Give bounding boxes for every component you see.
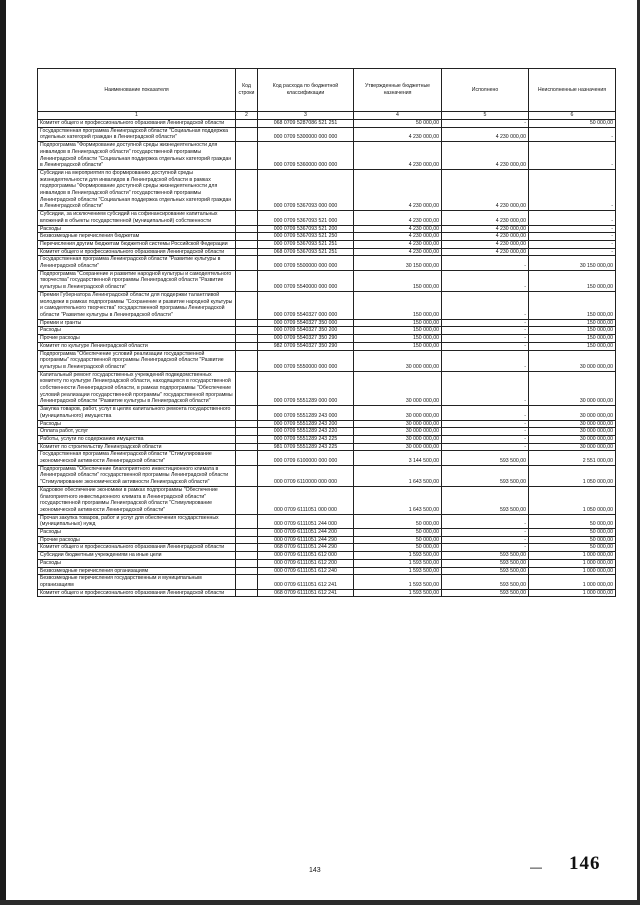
row-unexecuted: 1 050 000,00: [529, 486, 616, 514]
table-row: [38, 127, 616, 141]
table-row: [38, 486, 616, 514]
row-expense-code: 000 0709 6110000 000 000: [258, 465, 354, 486]
header-name: Наименование показателя: [38, 69, 236, 112]
row-line-code: [236, 567, 258, 575]
table-row: [38, 350, 616, 371]
row-approved: 150 000,00: [354, 319, 442, 327]
row-line-code: [236, 256, 258, 270]
row-executed: -: [442, 291, 529, 319]
table-row: [38, 567, 616, 575]
row-line-code: [236, 443, 258, 451]
table-row: [38, 211, 616, 225]
row-name: Капитальный ремонт государственных учреждений подведомственных комитету по культуре Ленинградской области, находящихся в государственной собственности Ленинградской области, в рамках подпрограммы "Обеспечение условий реализации государственной программы" государственной программы Ленинградской области "Развитие культуры в Ленинградской области": [38, 371, 236, 406]
row-name: Субсидии на мероприятия по формированию доступной среды жизнедеятельности для инвалидов в Ленинградской области в рамках подпрограммы "Формирование доступной среды жизнедеятельности для инвалидов в Ленинградской области" государственной программы Ленинградской области "Социальная поддержка отдельных категорий граждан в Ленинградской области": [38, 169, 236, 210]
row-approved: 30 000 000,00: [354, 435, 442, 443]
row-line-code: [236, 536, 258, 544]
row-unexecuted: 30 000 000,00: [529, 443, 616, 451]
row-unexecuted: 150 000,00: [529, 335, 616, 343]
row-line-code: [236, 529, 258, 537]
row-approved: 50 000,00: [354, 529, 442, 537]
row-unexecuted: -: [529, 248, 616, 256]
row-approved: 150 000,00: [354, 291, 442, 319]
row-expense-code: 000 0709 5551289 243 200: [258, 420, 354, 428]
row-approved: 30 000 000,00: [354, 350, 442, 371]
row-line-code: [236, 319, 258, 327]
row-name: Закупка товаров, работ, услуг в целях капитального ремонта государственного (муниципального) имущества: [38, 406, 236, 420]
row-expense-code: 000 0709 5551289 243 220: [258, 428, 354, 436]
row-line-code: [236, 240, 258, 248]
table-row: [38, 559, 616, 567]
row-unexecuted: 1 000 000,00: [529, 575, 616, 589]
column-number: 2: [236, 112, 258, 120]
row-executed: -: [442, 371, 529, 406]
row-line-code: [236, 270, 258, 291]
row-approved: 4 230 000,00: [354, 233, 442, 241]
row-approved: 30 000 000,00: [354, 371, 442, 406]
row-name: Подпрограмма "Формирование доступной среды жизнедеятельности для инвалидов в Ленинградской области" государственной программы Ленинградской области "Социальная поддержка отдельных категорий граждан в Ленинградской области": [38, 142, 236, 170]
row-expense-code: 000 0709 6111051 244 290: [258, 536, 354, 544]
sheet-stamp-number: 146: [569, 853, 601, 874]
row-approved: 150 000,00: [354, 335, 442, 343]
row-line-code: [236, 327, 258, 335]
row-name: Перечисления другим бюджетам бюджетной системы Российской Федерации: [38, 240, 236, 248]
table-header-row: [38, 69, 616, 112]
row-name: Подпрограмма "Обеспечение условий реализации государственной программы" государственной программы Ленинградской области "Развитие культуры в Ленинградской области": [38, 350, 236, 371]
table-row: [38, 443, 616, 451]
row-name: Комитет по культуре Ленинградской области: [38, 342, 236, 350]
row-expense-code: 000 0709 5550000 000 000: [258, 350, 354, 371]
row-executed: 593 500,00: [442, 465, 529, 486]
row-executed: -: [442, 335, 529, 343]
row-expense-code: 981 0709 5551289 243 225: [258, 443, 354, 451]
row-approved: 4 230 000,00: [354, 248, 442, 256]
row-executed: 4 230 000,00: [442, 233, 529, 241]
row-approved: 4 230 000,00: [354, 240, 442, 248]
row-line-code: [236, 233, 258, 241]
row-line-code: [236, 575, 258, 589]
row-executed: -: [442, 420, 529, 428]
row-name: Расходы: [38, 559, 236, 567]
table-row: [38, 371, 616, 406]
row-expense-code: 000 0709 5500000 000 000: [258, 256, 354, 270]
row-expense-code: 000 0709 5367093 521 250: [258, 233, 354, 241]
row-expense-code: 000 0709 6111051 244 200: [258, 529, 354, 537]
row-line-code: [236, 451, 258, 465]
row-name: Премии и гранты: [38, 319, 236, 327]
row-expense-code: 000 0709 5540327 000 000: [258, 291, 354, 319]
row-name: Безвозмездные перечисления государственным и муниципальным организациям: [38, 575, 236, 589]
row-line-code: [236, 169, 258, 210]
table-row: [38, 327, 616, 335]
column-number: 4: [354, 112, 442, 120]
row-unexecuted: 1 000 000,00: [529, 567, 616, 575]
row-executed: -: [442, 514, 529, 528]
row-approved: 4 230 000,00: [354, 225, 442, 233]
row-unexecuted: 30 000 000,00: [529, 371, 616, 406]
row-line-code: [236, 335, 258, 343]
row-line-code: [236, 371, 258, 406]
row-unexecuted: 30 000 000,00: [529, 428, 616, 436]
row-expense-code: 000 0709 5300000 000 000: [258, 127, 354, 141]
row-unexecuted: 30 000 000,00: [529, 420, 616, 428]
row-approved: 4 230 000,00: [354, 142, 442, 170]
row-approved: 30 000 000,00: [354, 443, 442, 451]
row-unexecuted: -: [529, 169, 616, 210]
row-line-code: [236, 350, 258, 371]
row-approved: 50 000,00: [354, 514, 442, 528]
row-approved: 30 150 000,00: [354, 256, 442, 270]
row-executed: 593 500,00: [442, 589, 529, 597]
row-expense-code: 000 0709 5367093 521 000: [258, 211, 354, 225]
row-line-code: [236, 248, 258, 256]
row-unexecuted: 150 000,00: [529, 319, 616, 327]
row-executed: -: [442, 270, 529, 291]
row-line-code: [236, 406, 258, 420]
table-row: [38, 544, 616, 552]
row-unexecuted: -: [529, 225, 616, 233]
row-executed: -: [442, 406, 529, 420]
table-row: [38, 435, 616, 443]
row-expense-code: 068 0709 6111051 612 241: [258, 589, 354, 597]
row-name: Государственная программа Ленинградской области "Стимулирование экономической активности Ленинградской области": [38, 451, 236, 465]
row-expense-code: 000 0709 5360000 000 000: [258, 142, 354, 170]
row-unexecuted: 50 000,00: [529, 120, 616, 128]
row-executed: 4 230 000,00: [442, 142, 529, 170]
row-executed: 593 500,00: [442, 486, 529, 514]
row-line-code: [236, 225, 258, 233]
row-approved: 50 000,00: [354, 120, 442, 128]
row-approved: 1 593 500,00: [354, 567, 442, 575]
row-approved: 150 000,00: [354, 270, 442, 291]
row-name: Субсидии бюджетным учреждениям на иные цели: [38, 552, 236, 560]
row-approved: 30 000 000,00: [354, 406, 442, 420]
row-unexecuted: 1 050 000,00: [529, 465, 616, 486]
table-row: [38, 465, 616, 486]
row-unexecuted: 150 000,00: [529, 270, 616, 291]
table-row: [38, 529, 616, 537]
table-row: [38, 270, 616, 291]
row-executed: -: [442, 428, 529, 436]
row-approved: 1 643 500,00: [354, 486, 442, 514]
row-name: Прочие расходы: [38, 536, 236, 544]
row-executed: -: [442, 342, 529, 350]
row-executed: 593 500,00: [442, 451, 529, 465]
row-expense-code: 000 0709 6111051 612 000: [258, 552, 354, 560]
table-row: [38, 225, 616, 233]
row-name: Премии Губернатора Ленинградской области для поддержки талантливой молодежи в рамках подпрограммы "Сохранение и развитие народной культуры и самодеятельного творчества" государственной программы Ленинградской области "Развитие культуры в Ленинградской области": [38, 291, 236, 319]
row-approved: 150 000,00: [354, 342, 442, 350]
row-approved: 1 593 500,00: [354, 552, 442, 560]
row-name: Прочая закупка товаров, работ и услуг для обеспечения государственных (муниципальных) нужд: [38, 514, 236, 528]
row-name: Расходы: [38, 225, 236, 233]
table-row: [38, 120, 616, 128]
row-executed: 593 500,00: [442, 567, 529, 575]
row-line-code: [236, 589, 258, 597]
row-expense-code: 982 0709 5540327 350 290: [258, 342, 354, 350]
row-unexecuted: 30 000 000,00: [529, 350, 616, 371]
row-expense-code: 068 0709 5367093 521 251: [258, 248, 354, 256]
row-unexecuted: 50 000,00: [529, 536, 616, 544]
row-executed: 4 230 000,00: [442, 211, 529, 225]
row-name: Кадровое обеспечение экономики в рамках подпрограммы "Обеспечение благоприятного инвестиционного климата в Ленинградской области" государственной программы Ленинградской области "Стимулирование экономической активности Ленинградской области": [38, 486, 236, 514]
row-expense-code: 068 0709 5287086 521 251: [258, 120, 354, 128]
table-row: [38, 406, 616, 420]
row-name: Безвозмездные перечисления организациям: [38, 567, 236, 575]
row-executed: -: [442, 120, 529, 128]
row-executed: -: [442, 443, 529, 451]
row-unexecuted: 30 000 000,00: [529, 406, 616, 420]
table-row: [38, 142, 616, 170]
row-approved: 4 230 000,00: [354, 169, 442, 210]
row-executed: 593 500,00: [442, 575, 529, 589]
row-unexecuted: 150 000,00: [529, 327, 616, 335]
row-executed: 593 500,00: [442, 552, 529, 560]
table-row: [38, 342, 616, 350]
row-name: Оплата работ, услуг: [38, 428, 236, 436]
row-unexecuted: 1 000 000,00: [529, 552, 616, 560]
row-name: Комитет общего и профессионального образования Ленинградской области: [38, 248, 236, 256]
row-line-code: [236, 420, 258, 428]
row-approved: 4 230 000,00: [354, 211, 442, 225]
row-unexecuted: 150 000,00: [529, 291, 616, 319]
row-name: Прочие расходы: [38, 335, 236, 343]
row-approved: 1 593 500,00: [354, 589, 442, 597]
table-row: [38, 428, 616, 436]
table-row: [38, 291, 616, 319]
row-line-code: [236, 435, 258, 443]
row-name: Государственная программа Ленинградской области "Развитие культуры в Ленинградской области": [38, 256, 236, 270]
row-approved: 30 000 000,00: [354, 420, 442, 428]
header-approved: Утвержденные бюджетные назначения: [354, 69, 442, 112]
row-unexecuted: 1 000 000,00: [529, 559, 616, 567]
column-number: 5: [442, 112, 529, 120]
row-name: Расходы: [38, 529, 236, 537]
header-unexecuted: Неисполненные назначения: [529, 69, 616, 112]
table-row: [38, 335, 616, 343]
row-expense-code: 000 0709 6111051 612 241: [258, 575, 354, 589]
table-row: [38, 589, 616, 597]
row-expense-code: 000 0709 6111051 000 000: [258, 486, 354, 514]
row-name: Субсидии, за исключением субсидий на софинансирование капитальных вложений в объекты государственной (муниципальной) собственности: [38, 211, 236, 225]
table-row: [38, 536, 616, 544]
row-unexecuted: 50 000,00: [529, 529, 616, 537]
row-name: Комитет по строительству Ленинградской области: [38, 443, 236, 451]
header-executed: Исполнено: [442, 69, 529, 112]
row-approved: 50 000,00: [354, 536, 442, 544]
row-expense-code: 000 0709 6111051 612 200: [258, 559, 354, 567]
row-approved: 1 593 500,00: [354, 559, 442, 567]
row-unexecuted: -: [529, 127, 616, 141]
table-row: [38, 420, 616, 428]
row-line-code: [236, 211, 258, 225]
row-unexecuted: 30 150 000,00: [529, 256, 616, 270]
row-expense-code: 000 0709 5540327 350 290: [258, 335, 354, 343]
row-expense-code: 000 0709 5367093 521 251: [258, 240, 354, 248]
table-row: [38, 256, 616, 270]
table-row: [38, 319, 616, 327]
scan-edge-left: [0, 0, 6, 905]
row-expense-code: 000 0709 5551289 243 000: [258, 406, 354, 420]
row-unexecuted: -: [529, 233, 616, 241]
row-name: Подпрограмма "Обеспечение благоприятного инвестиционного климата в Ленинградской области" государственной программы Ленинградской области "Стимулирование экономической активности Ленинградской области": [38, 465, 236, 486]
column-number: 3: [258, 112, 354, 120]
table-row: [38, 575, 616, 589]
table-row: [38, 451, 616, 465]
budget-execution-table: [37, 68, 616, 597]
row-line-code: [236, 120, 258, 128]
row-unexecuted: -: [529, 240, 616, 248]
scan-edge-bottom: [0, 900, 640, 905]
row-expense-code: 000 0709 6111051 612 240: [258, 567, 354, 575]
table-row: [38, 552, 616, 560]
table-row: [38, 169, 616, 210]
row-expense-code: 000 0709 5540000 000 000: [258, 270, 354, 291]
row-line-code: [236, 127, 258, 141]
row-line-code: [236, 486, 258, 514]
row-executed: -: [442, 327, 529, 335]
row-approved: 1 643 500,00: [354, 465, 442, 486]
row-approved: 3 144 500,00: [354, 451, 442, 465]
row-line-code: [236, 465, 258, 486]
row-executed: -: [442, 435, 529, 443]
row-executed: 4 230 000,00: [442, 225, 529, 233]
row-name: Комитет общего и профессионального образования Ленинградской области: [38, 120, 236, 128]
row-name: Работы, услуги по содержанию имущества: [38, 435, 236, 443]
row-line-code: [236, 544, 258, 552]
row-expense-code: 000 0709 5551289 243 225: [258, 435, 354, 443]
page-number: 143: [309, 867, 321, 874]
row-unexecuted: 50 000,00: [529, 544, 616, 552]
row-line-code: [236, 428, 258, 436]
row-line-code: [236, 559, 258, 567]
footer-dash: —: [530, 860, 542, 874]
row-approved: 4 230 000,00: [354, 127, 442, 141]
row-executed: 4 230 000,00: [442, 248, 529, 256]
row-approved: 30 000 000,00: [354, 428, 442, 436]
row-expense-code: 000 0709 5367093 521 200: [258, 225, 354, 233]
row-executed: -: [442, 319, 529, 327]
row-name: Расходы: [38, 420, 236, 428]
row-unexecuted: 1 000 000,00: [529, 589, 616, 597]
row-unexecuted: -: [529, 211, 616, 225]
row-unexecuted: 50 000,00: [529, 514, 616, 528]
row-expense-code: 000 0709 5540327 350 200: [258, 327, 354, 335]
row-executed: 4 230 000,00: [442, 169, 529, 210]
row-name: Безвозмездные перечисления бюджетам: [38, 233, 236, 241]
row-approved: 1 593 500,00: [354, 575, 442, 589]
row-line-code: [236, 142, 258, 170]
row-executed: -: [442, 350, 529, 371]
header-expense-code: Код расхода по бюджетной классификации: [258, 69, 354, 112]
row-name: Расходы: [38, 327, 236, 335]
row-name: Комитет общего и профессионального образования Ленинградской области: [38, 589, 236, 597]
row-name: Государственная программа Ленинградской области "Социальная поддержка отдельных категорий граждан в Ленинградской области": [38, 127, 236, 141]
row-expense-code: 068 0709 6111051 244 290: [258, 544, 354, 552]
row-unexecuted: 150 000,00: [529, 342, 616, 350]
column-number: 6: [529, 112, 616, 120]
row-line-code: [236, 342, 258, 350]
column-number: 1: [38, 112, 236, 120]
header-line-code: Код строки: [236, 69, 258, 112]
row-expense-code: 000 0709 5367093 000 000: [258, 169, 354, 210]
table-row: [38, 240, 616, 248]
row-line-code: [236, 552, 258, 560]
row-executed: -: [442, 256, 529, 270]
row-executed: 4 230 000,00: [442, 240, 529, 248]
row-executed: 593 500,00: [442, 559, 529, 567]
row-expense-code: 000 0709 5551289 000 000: [258, 371, 354, 406]
row-executed: -: [442, 529, 529, 537]
row-unexecuted: -: [529, 142, 616, 170]
column-number-row: [38, 112, 616, 120]
row-name: Подпрограмма "Сохранение и развитие народной культуры и самодеятельного творчества" государственной программы Ленинградской области "Развитие культуры в Ленинградской области": [38, 270, 236, 291]
row-approved: 150 000,00: [354, 327, 442, 335]
row-unexecuted: 2 551 000,00: [529, 451, 616, 465]
row-line-code: [236, 514, 258, 528]
table-row: [38, 248, 616, 256]
row-name: Комитет общего и профессионального образования Ленинградской области: [38, 544, 236, 552]
row-expense-code: 000 0709 6111051 244 000: [258, 514, 354, 528]
row-unexecuted: 30 000 000,00: [529, 435, 616, 443]
row-executed: 4 230 000,00: [442, 127, 529, 141]
table-row: [38, 514, 616, 528]
row-executed: -: [442, 544, 529, 552]
row-expense-code: 000 0709 6100000 000 000: [258, 451, 354, 465]
row-line-code: [236, 291, 258, 319]
row-approved: 50 000,00: [354, 544, 442, 552]
row-expense-code: 000 0709 5540327 350 000: [258, 319, 354, 327]
table-row: [38, 233, 616, 241]
row-executed: -: [442, 536, 529, 544]
